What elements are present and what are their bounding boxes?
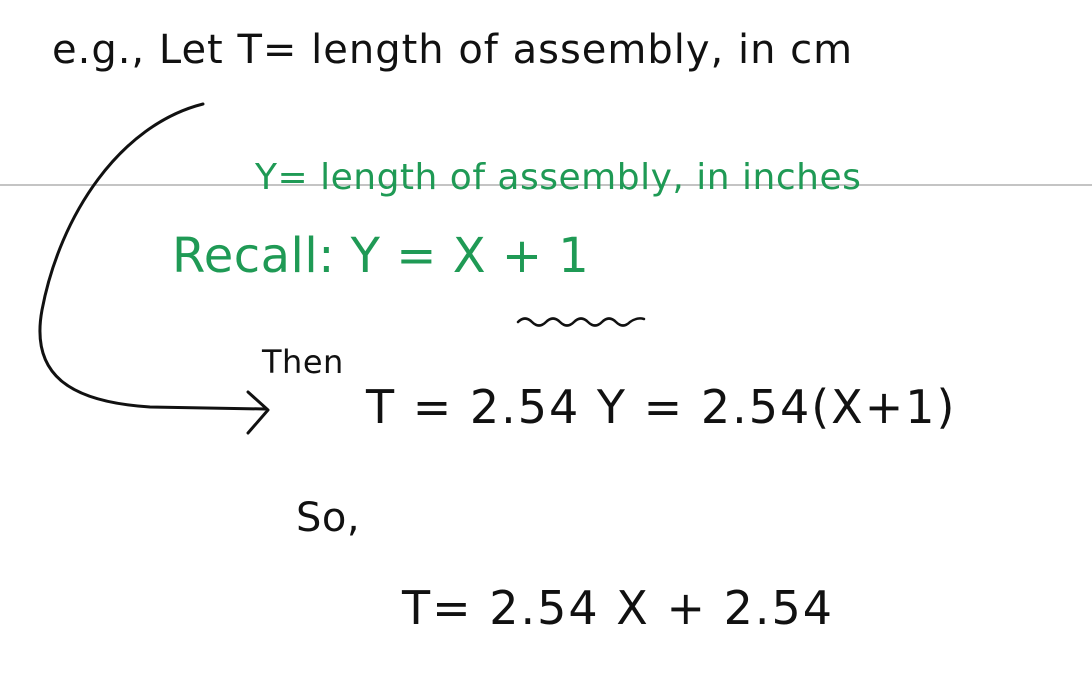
substitution-equation: T = 2.54 Y = 2.54(X+1) <box>366 380 957 434</box>
squiggle-underline <box>518 318 644 325</box>
then-label: Then <box>262 343 344 381</box>
recall-equation-line: Recall: Y = X + 1 <box>172 228 590 284</box>
definition-T-line: e.g., Let T= length of assembly, in cm <box>52 27 854 73</box>
so-label: So, <box>296 495 361 541</box>
definition-Y-line: Y= length of assembly, in inches <box>255 157 862 198</box>
result-equation: T= 2.54 X + 2.54 <box>402 581 835 635</box>
arrow-head-icon <box>248 392 268 433</box>
